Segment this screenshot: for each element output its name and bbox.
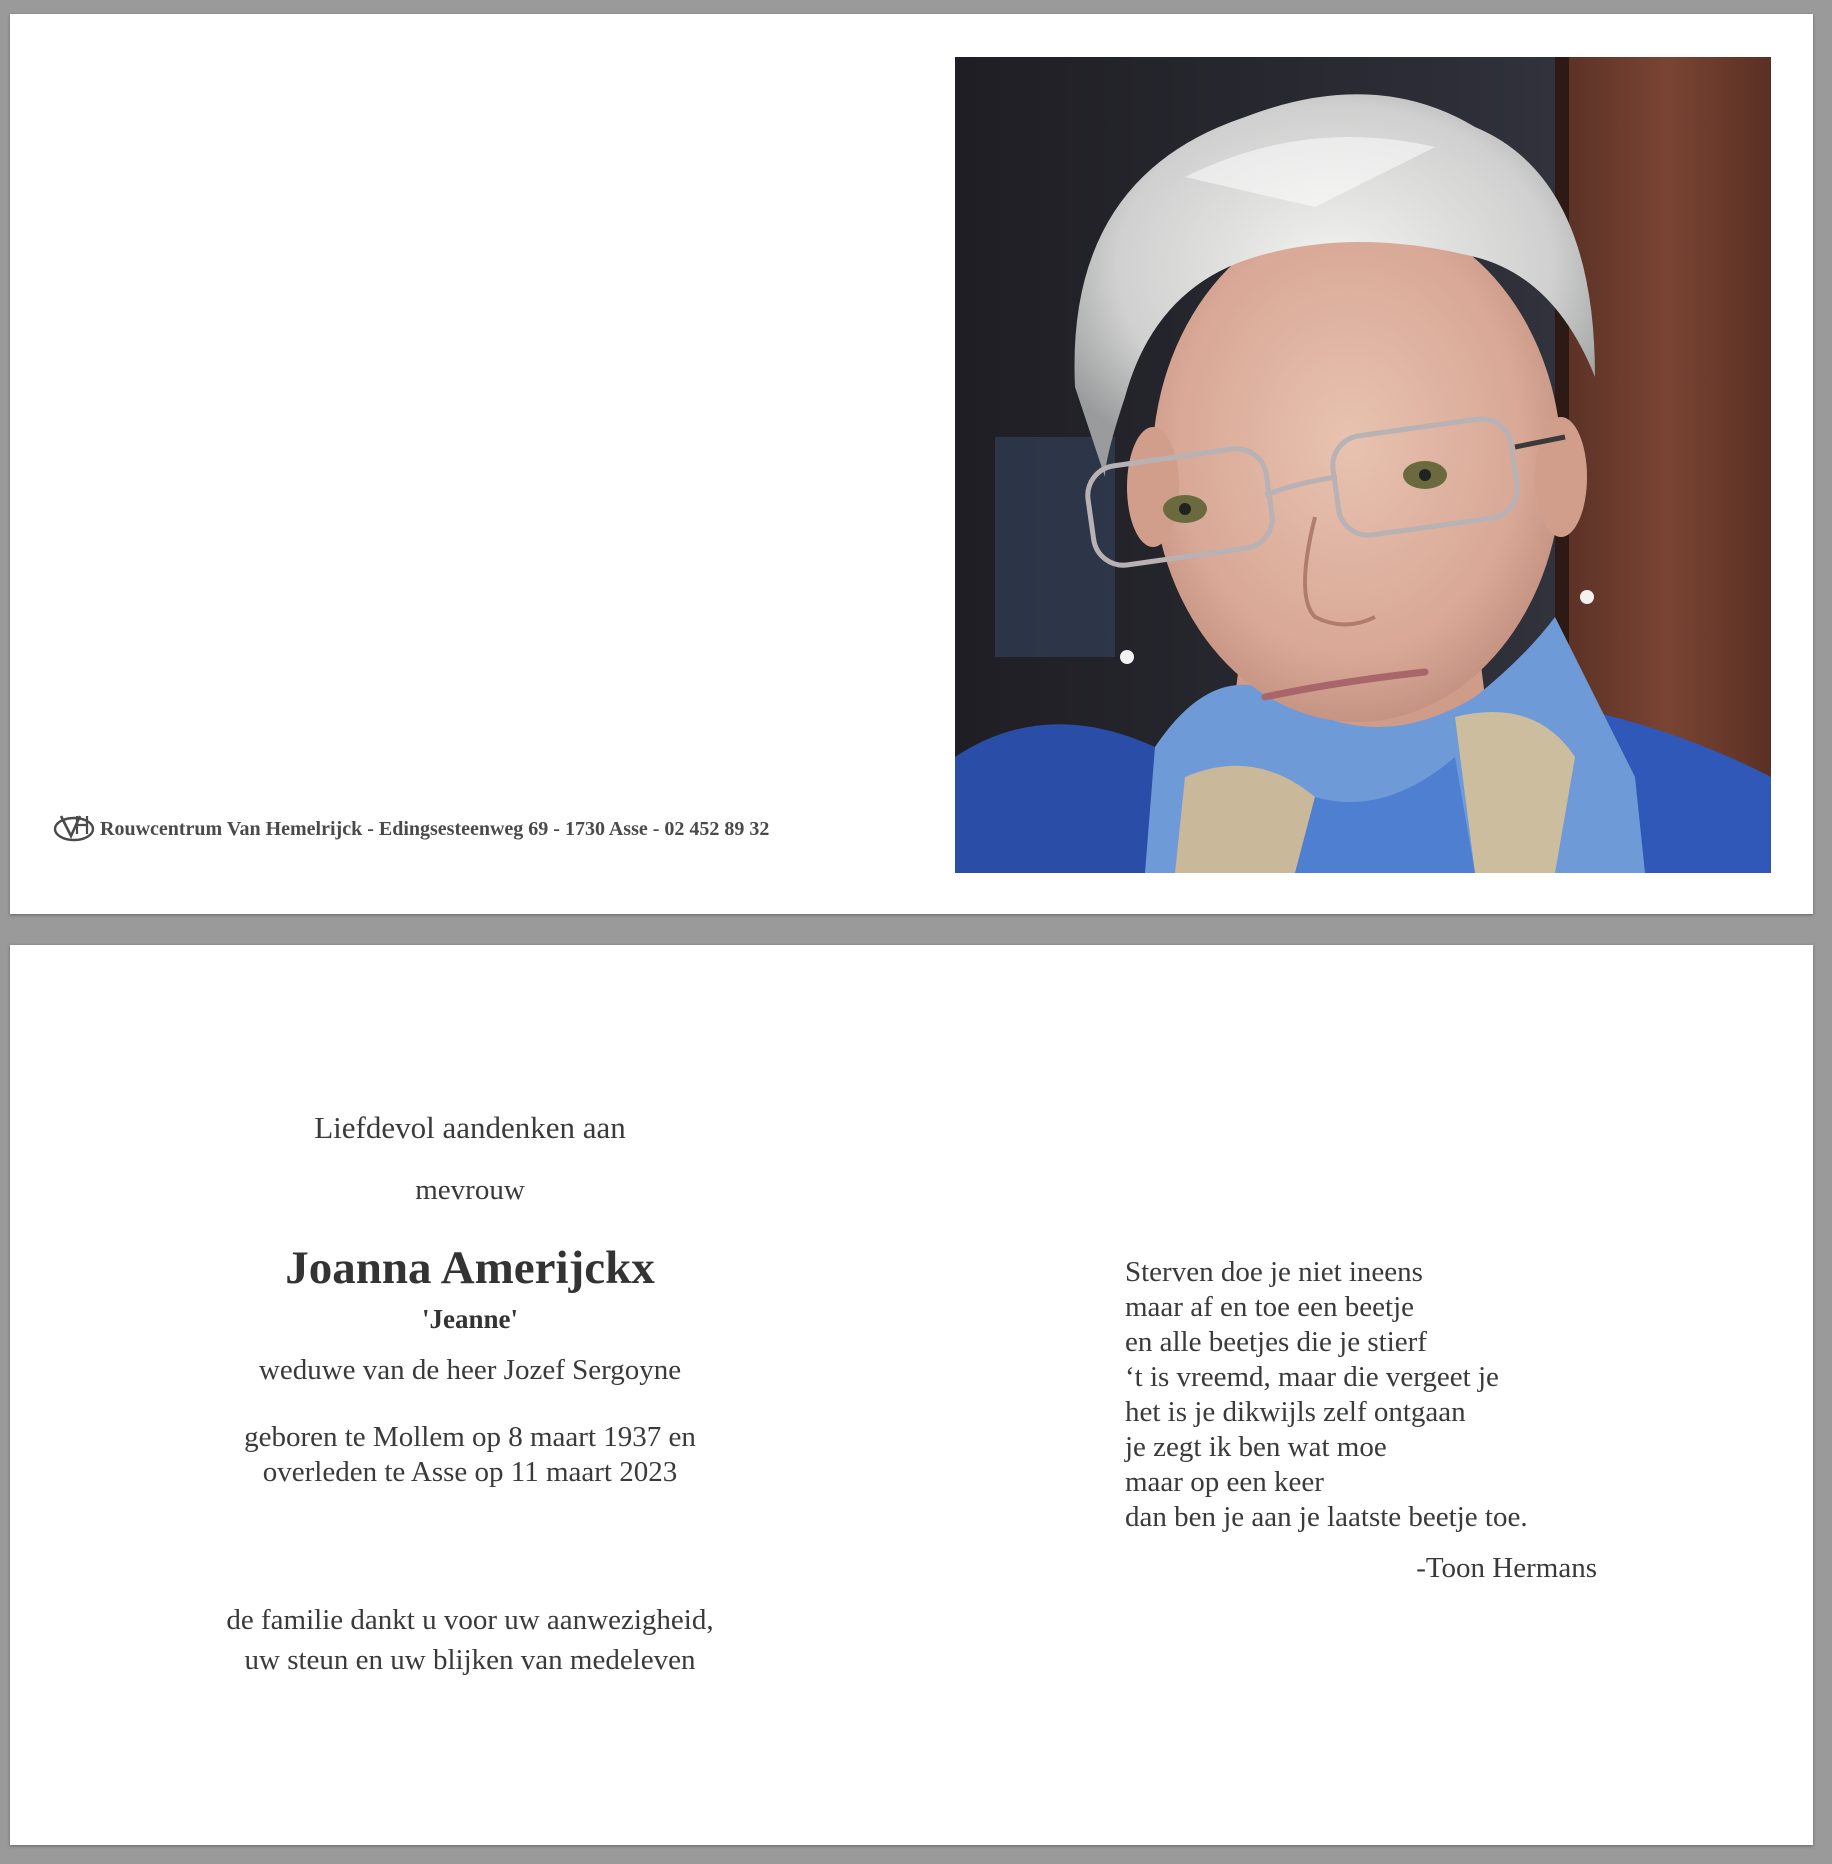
funeral-home-text: Rouwcentrum Van Hemelrijck - Edingsesteenweg 69 - 1730 Asse - 02 452 89 32 (100, 817, 770, 840)
poem-line: dan ben je aan je laatste beetje toe. (1125, 1501, 1528, 1533)
honorific: mevrouw (415, 1174, 525, 1206)
life-dates (150, 1420, 790, 1490)
card-inside (10, 945, 1813, 1845)
poem-line: het is je dikwijls zelf ontgaan (1125, 1396, 1466, 1428)
thanks-line-1: de familie dankt u voor uw aanwezigheid, (226, 1604, 714, 1636)
death-line: overleden te Asse op 11 maart 2023 (262, 1456, 678, 1488)
widow-text: weduwe van de heer Jozef Sergoyne (258, 1354, 682, 1386)
thanks-text (150, 1600, 790, 1680)
vh-logo-icon (52, 812, 96, 847)
nickname: 'Jeanne' (421, 1304, 518, 1334)
poem-line: ‘t is vreemd, maar die vergeet je (1125, 1361, 1499, 1393)
thanks-line-2: uw steun en uw blijken van medeleven (244, 1644, 696, 1676)
intro-text: Liefdevol aandenken aan (314, 1110, 626, 1145)
poem-line: maar op een keer (1125, 1466, 1324, 1498)
deceased-name: Joanna Amerijckx (285, 1242, 655, 1294)
poem-line: maar af en toe een beetje (1125, 1291, 1415, 1323)
poem-author: -Toon Hermans (1416, 1552, 1597, 1584)
poem (1125, 1255, 1528, 1535)
portrait-photo (955, 57, 1771, 873)
card-front (10, 14, 1813, 914)
birth-line: geboren te Mollem op 8 maart 1937 en (244, 1421, 696, 1453)
funeral-home-footer (52, 812, 769, 846)
poem-line: je zegt ik ben wat moe (1125, 1431, 1387, 1463)
poem-line: en alle beetjes die je stierf (1125, 1326, 1427, 1358)
poem-line: Sterven doe je niet ineens (1125, 1256, 1423, 1288)
